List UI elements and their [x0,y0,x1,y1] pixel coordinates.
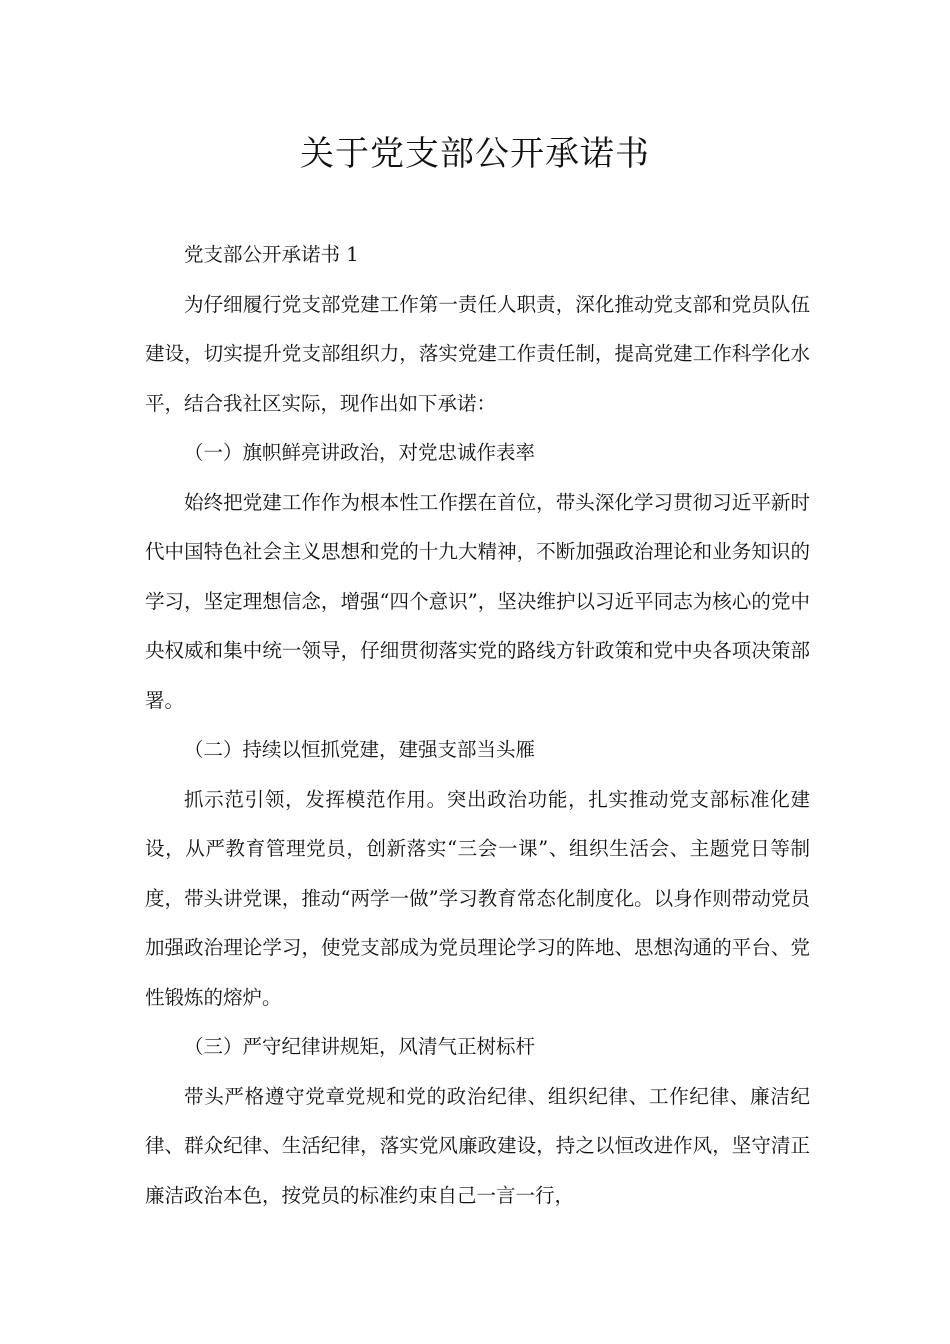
section-paragraph-2: 抓示范引领，发挥模范作用。突出政治功能，扎实推动党支部标准化建设，从严教育管理党员，创新落实“三会一课”、组织生活会、主题党日等制度，带头讲党课，推动“两学一做”学习教育常态化制度化。以身作则带动党员加强政治理论学习，使党支部成为党员理论学习的阵地、思想沟通的平台、党性锻炼的熔炉。 [145,787,810,1009]
section-heading-1: （一）旗帜鲜亮讲政治，对党忠诚作表率 [184,441,536,464]
document-body [145,230,810,1220]
section-heading-3: （三）严守纪律讲规矩，风清气正树标杆 [184,1035,536,1058]
section-heading-2: （二）持续以恒抓党建，建强支部当头雁 [184,738,536,761]
document-subtitle: 党支部公开承诺书 1 [184,243,359,266]
section-paragraph-3: 带头严格遵守党章党规和党的政治纪律、组织纪律、工作纪律、廉洁纪律、群众纪律、生活纪律，落实党风廉政建设，持之以恒改进作风，坚守清正廉洁政治本色，按党员的标准约束自己一言一行， [145,1084,810,1207]
section-paragraph-1: 始终把党建工作作为根本性工作摆在首位，带头深化学习贯彻习近平新时代中国特色社会主义思想和党的十九大精神，不断加强政治理论和业务知识的学习，坚定理想信念，增强“四个意识”，坚决维护以习近平同志为核心的党中央权威和集中统一领导，仔细贯彻落实党的路线方针政策和党中央各项决策部署。 [145,490,810,712]
intro-paragraph: 为仔细履行党支部党建工作第一责任人职责，深化推动党支部和党员队伍建设，切实提升党支部组织力，落实党建工作责任制，提高党建工作科学化水平，结合我社区实际，现作出如下承诺： [145,292,810,415]
document-title: 关于党支部公开承诺书 [300,134,650,174]
